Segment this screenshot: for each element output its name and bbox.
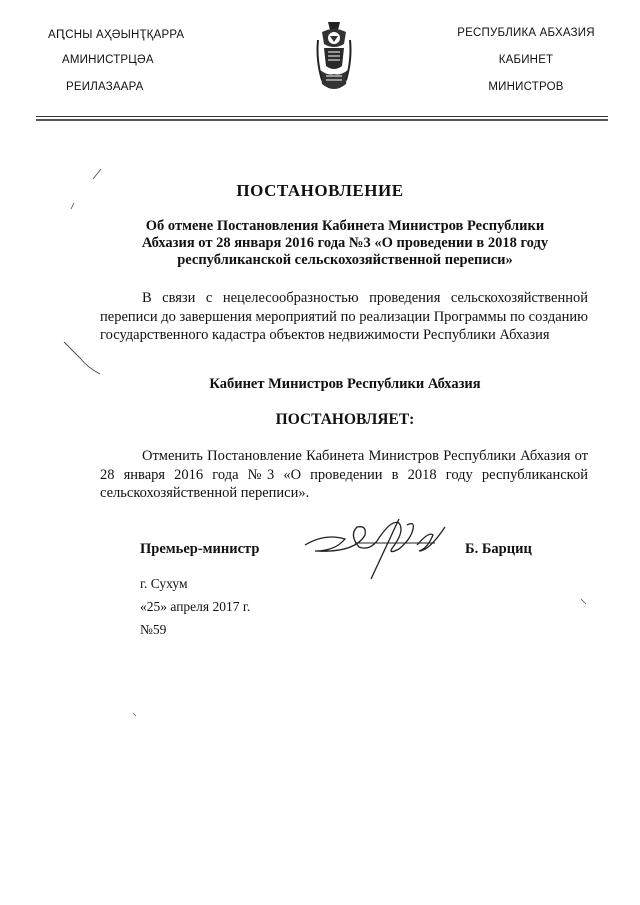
header-divider-bottom	[36, 119, 608, 121]
issue-city: г. Сухум	[140, 576, 188, 591]
document-subject-line-3: республиканской сельскохозяйственной переписи»	[177, 252, 513, 268]
scan-mark	[70, 202, 76, 210]
signatory-position: Премьер-министр	[140, 541, 260, 557]
document-subject-line-1: Об отмене Постановления Кабинета Министров Республики	[145, 218, 545, 234]
resolution-paragraph: Отменить Постановление Кабинета Министров Республики Абхазия от 28 января 2016 года №3 «О проведении в 2018 году республиканской сельскохозяйственной переписи».	[100, 448, 588, 501]
document-subject	[100, 218, 590, 269]
header-right-line-3: МИНИСТРОВ	[488, 81, 564, 93]
header-left-line-3: РЕИЛАЗААРА	[66, 81, 144, 93]
document-number: №59	[140, 622, 167, 637]
preamble-paragraph: В связи с нецелесообразностью проведения сельскохозяйственной переписи до завершения мероприятий по реализации Программы по созданию государственного кадастра объектов недвижимости Республики Абхазия	[100, 290, 588, 343]
document-title: ПОСТАНОВЛЕНИЕ	[236, 181, 404, 200]
header-right-line-2: КАБИНЕТ	[498, 54, 554, 66]
handwritten-signature	[295, 505, 465, 585]
scan-mark	[132, 712, 138, 718]
issuer-line: Кабинет Министров Республики Абхазия	[209, 376, 481, 392]
scan-mark	[62, 340, 102, 376]
scan-mark	[580, 598, 588, 606]
signatory-name: Б. Барциц	[465, 541, 532, 557]
coat-of-arms-emblem	[314, 20, 354, 96]
header-right-line-1: РЕСПУБЛИКА АБХАЗИЯ	[457, 27, 595, 39]
scan-mark	[92, 168, 102, 180]
header-left-line-2: АМИНИСТРЦӘА	[62, 54, 154, 66]
header-left-line-1: АԤСНЫ АҲӘЫНҬҚАРРА	[48, 29, 185, 41]
issue-date: «25» апреля 2017 г.	[140, 599, 251, 614]
header-divider-top	[36, 116, 608, 117]
document-subject-line-2: Абхазия от 28 января 2016 года №3 «О проведении в 2018 году	[141, 235, 549, 251]
resolves-heading: ПОСТАНОВЛЯЕТ:	[275, 411, 415, 428]
